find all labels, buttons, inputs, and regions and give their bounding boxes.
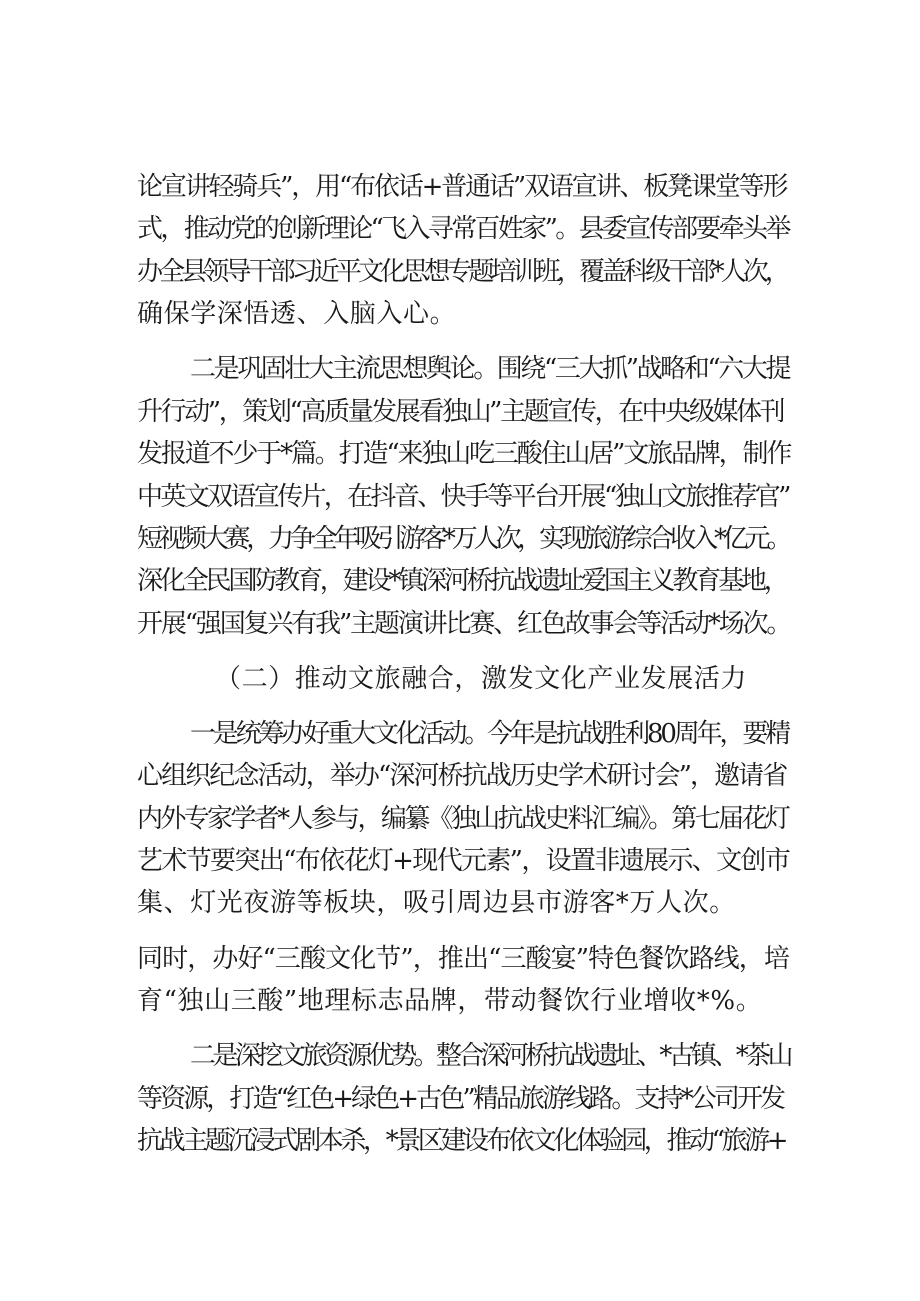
text-line: 确保学深悟透、入脑入心。 <box>137 299 457 329</box>
text-line: 一是统筹办好重大文化活动。今年是抗战胜利80周年，要精 <box>190 719 789 749</box>
text-line: 论宣讲轻骑兵”，用“布依话+普通话”双语宣讲、板凳课堂等形 <box>137 172 787 202</box>
text-line: 抗战主题沉浸式剧本杀，*景区建设布依文化体验园，推动“旅游+ <box>137 1126 786 1156</box>
text-line: 式，推动党的创新理论“飞入寻常百姓家”。县委宣传部要牵头举 <box>137 214 789 244</box>
text-line: 等资源，打造“红色+绿色+古色”精品旅游线路。支持*公司开发 <box>137 1084 784 1114</box>
text-line: 内外专家学者*人参与，编纂《独山抗战史料汇编》。第七届花灯 <box>137 804 789 834</box>
text-line: 发报道不少于*篇。打造“来独山吃三酸住山居”文旅品牌，制作 <box>137 439 791 469</box>
text-line: 二是深挖文旅资源优势。整合深河桥抗战遗址、*古镇、*茶山 <box>190 1041 790 1071</box>
text-line: 同时，办好“三酸文化节”，推出“三酸宴”特色餐饮路线，培 <box>137 944 789 974</box>
text-line: 集、灯光夜游等板块，吸引周边县市游客*万人次。 <box>137 888 736 918</box>
text-line: 育“独山三酸”地理标志品牌，带动餐饮行业增收*%。 <box>137 986 763 1016</box>
text-line: 心组织纪念活动，举办“深河桥抗战历史学术研讨会”，邀请省 <box>137 761 787 791</box>
text-line: 短视频大赛，力争全年吸引游客*万人次，实现旅游综合收入*亿元。 <box>137 524 789 554</box>
text-line: 艺术节要突出“布依花灯+现代元素”，设置非遗展示、文创市 <box>137 846 790 876</box>
text-line: 开展“强国复兴有我”主题演讲比赛、红色故事会等活动*场次。 <box>137 609 791 639</box>
text-line: 深化全民国防教育，建设*镇深河桥抗战遗址爱国主义教育基地， <box>137 566 787 596</box>
text-line: 办全县领导干部习近平文化思想专题培训班，覆盖科级干部*人次， <box>137 257 788 287</box>
text-line: 升行动”，策划“高质量发展看独山”主题宣传，在中央级媒体刊 <box>137 397 784 427</box>
text-line: 中英文双语宣传片，在抖音、快手等平台开展“独山文旅推荐官” <box>137 482 789 512</box>
section-heading: （二）推动文旅融合，激发文化产业发展活力 <box>215 664 748 694</box>
text-line: 二是巩固壮大主流思想舆论。围绕“三大抓”战略和“六大提 <box>190 354 790 384</box>
